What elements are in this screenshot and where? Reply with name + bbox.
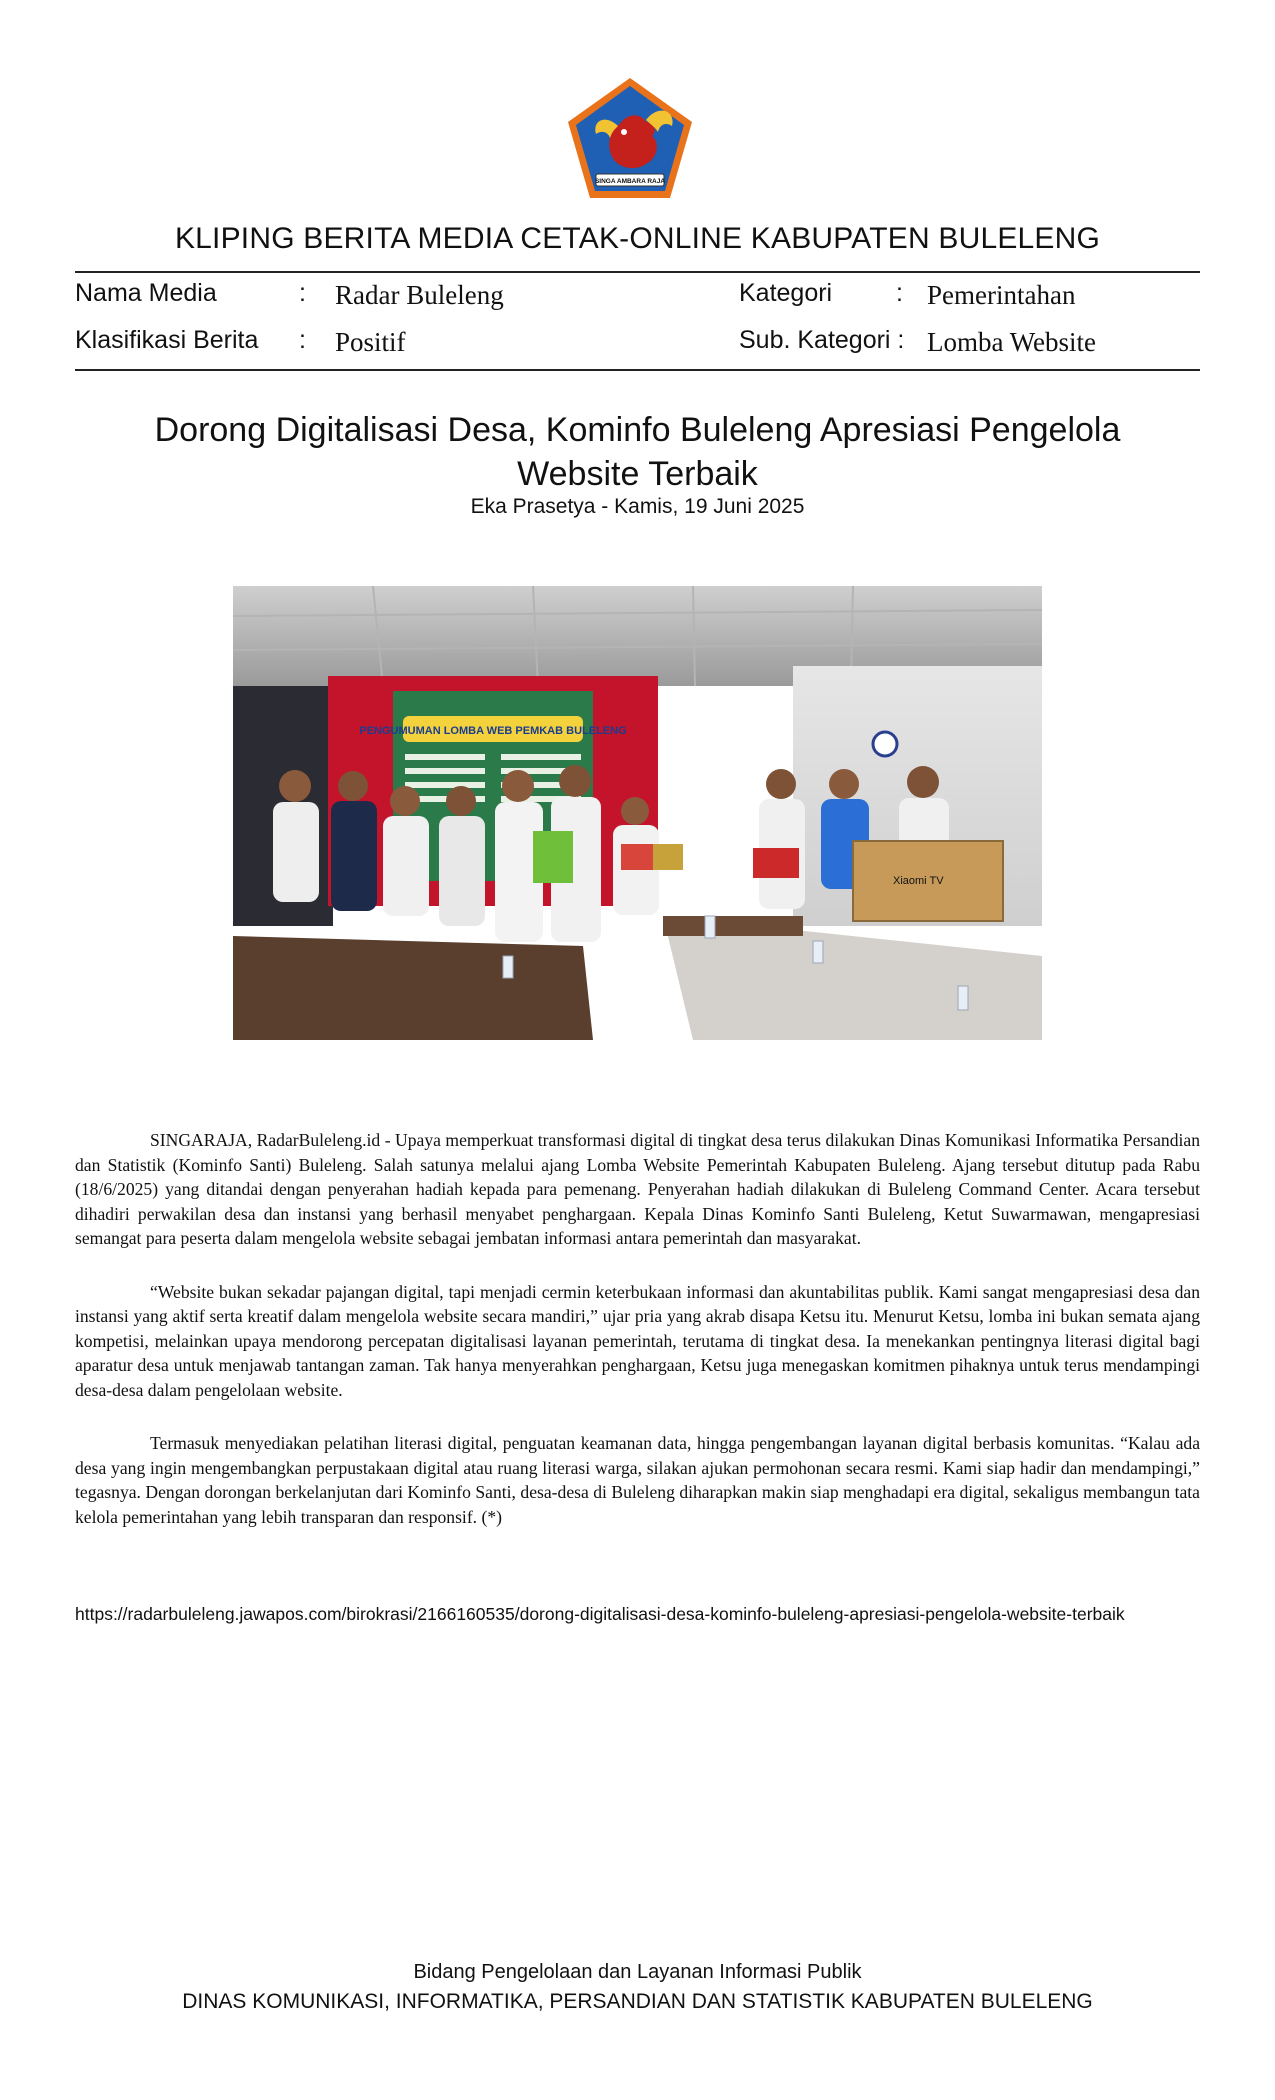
article-paragraph-2: “Website bukan sekadar pajangan digital, tapi menjadi cermin keterbukaan informasi dan akuntabilitas publik. Kami sangat mengapresiasi desa dan instansi yang aktif serta kreatif dalam mengelola website secara mandiri,” ujar pria yang akrab disapa Ketsu itu. Menurut Ketsu, lomba ini bukan semata ajang kompetisi, melainkan upaya mendorong percepatan digitalisasi layanan pemerintah, terutama di tingkat desa. Ia menekankan pentingnya literasi digital bagi aparatur desa untuk menjawab tantangan zaman. Tak hanya menyerahkan penghargaan, Ketsu juga menegaskan komitmen pihaknya untuk terus mendampingi desa-desa dalam pengelolaan website. <box>75 1281 1200 1400</box>
emblem-motto: SINGA AMBARA RAJA <box>594 178 666 185</box>
media-label: Nama Media <box>75 279 217 307</box>
kategori-value: Pemerintahan <box>927 280 1076 310</box>
header-divider-bottom <box>75 369 1200 371</box>
kategori-colon: : <box>896 279 903 307</box>
media-value: Radar Buleleng <box>335 280 504 310</box>
article-paragraph-1: SINGARAJA, RadarBuleleng.id - Upaya memperkuat transformasi digital di tingkat desa terus dilakukan Dinas Komunikasi Informatika Persandian dan Statistik (Kominfo Santi) Buleleng. Salah satunya melalui ajang Lomba Website Pemerintah Kabupaten Buleleng. Ajang tersebut ditutup pada Rabu (18/6/2025) yang ditandai dengan penyerahan hadiah kepada para pemenang. Penyerahan hadiah dilakukan di Buleleng Command Center. Acara tersebut dihadiri perwakilan desa dan instansi yang berhasil menyabet penghargaan. Kepala Dinas Kominfo Santi Buleleng, Ketut Suwarmawan, mengapresiasi semangat para peserta dalam mengelola website sebagai jembatan informasi antara pemerintah dan masyarakat. <box>75 1130 1200 1248</box>
kategori-label: Kategori <box>739 279 833 307</box>
header-divider-top <box>75 271 1200 273</box>
subkategori-value: Lomba Website <box>927 327 1097 357</box>
subkategori-label: Sub. Kategori : <box>739 326 905 354</box>
footer-division: Bidang Pengelolaan dan Layanan Informasi Publik <box>413 1961 862 1983</box>
page-header-title: KLIPING BERITA MEDIA CETAK-ONLINE KABUPATEN BULELENG <box>174 222 1101 255</box>
klasifikasi-colon: : <box>299 326 306 354</box>
article-photo <box>233 586 1042 1040</box>
article-body <box>75 1128 1200 1558</box>
svg-text:PENGUMUMAN LOMBA WEB PEMKAB BU: PENGUMUMAN LOMBA WEB PEMKAB BULELENG <box>359 725 627 737</box>
footer-agency: DINAS KOMUNIKASI, INFORMATIKA, PERSANDIAN DAN STATISTIK KABUPATEN BULELENG <box>182 1990 1093 2013</box>
klasifikasi-label: Klasifikasi Berita <box>75 326 259 354</box>
media-colon: : <box>299 279 306 307</box>
article-byline: Eka Prasetya - Kamis, 19 Juni 2025 <box>470 495 805 518</box>
article-title: Dorong Digitalisasi Desa, Kominfo Buleleng Apresiasi Pengelola Website Terbaik <box>154 411 1121 493</box>
photo-tv-box-text: Xiaomi TV <box>893 875 944 887</box>
buleleng-emblem-logo <box>562 74 698 202</box>
klasifikasi-value: Positif <box>335 327 406 357</box>
source-url-link[interactable]: https://radarbuleleng.jawapos.com/birokrasi/2166160535/dorong-digitalisasi-desa-kominfo-buleleng-apresiasi-pengelola-website-terbaik <box>75 1604 1125 1624</box>
article-paragraph-3: Termasuk menyediakan pelatihan literasi digital, penguatan keamanan data, hingga pengembangan layanan digital berbasis komunitas. “Kalau ada desa yang ingin mengembangkan perpustakaan digital atau ruang literasi warga, silakan ajukan permohonan secara resmi. Kami siap hadir dan mendampingi,” tegasnya. Dengan dorongan berkelanjutan dari Kominfo Santi, desa-desa di Buleleng diharapkan makin siap menghadapi era digital, sekaligus membangun tata kelola pemerintahan yang lebih transparan dan responsif. (*) <box>75 1433 1200 1527</box>
